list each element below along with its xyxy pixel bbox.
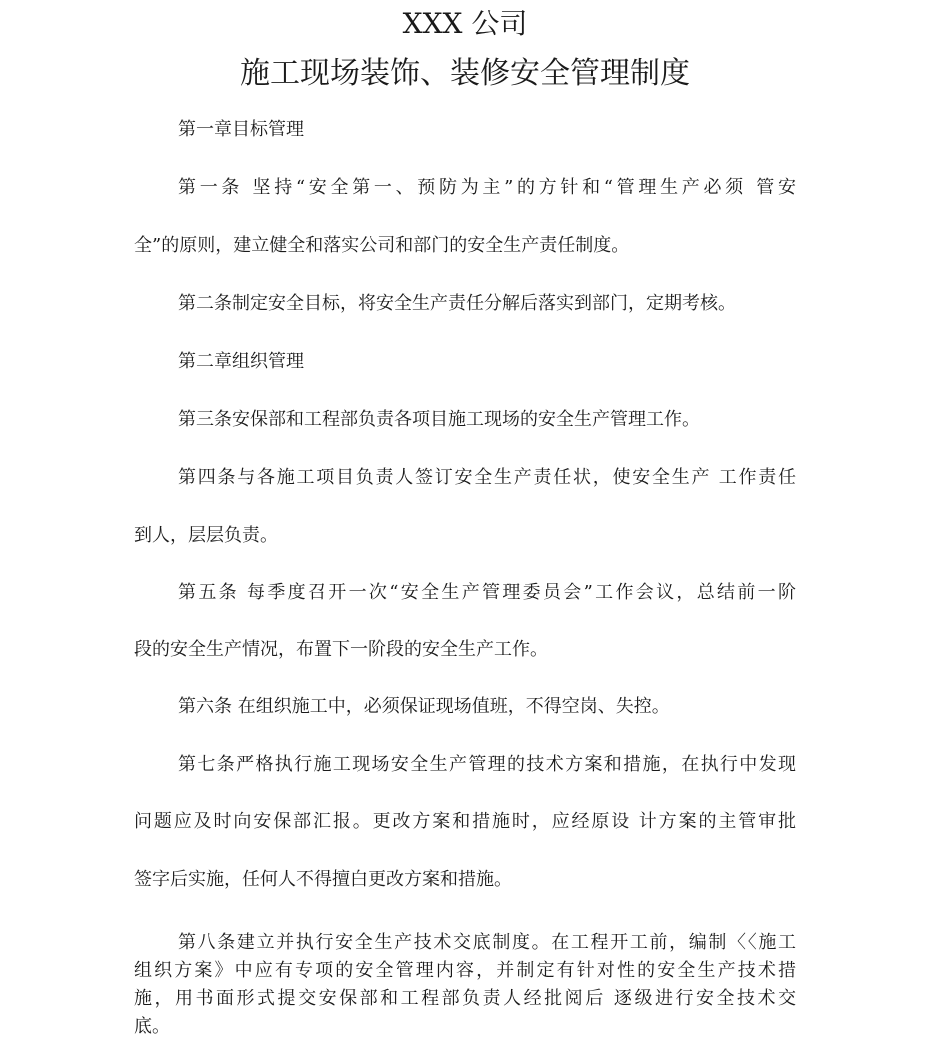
chapter-heading: 第一章目标管理 xyxy=(178,119,304,140)
article-line: 施，用书面形式提交安保部和工程部负责人经批阅后 逐级进行安全技术交 xyxy=(134,988,796,1009)
article-line: 第二条制定安全目标，将安全生产责任分解后落实到部门，定期考核。 xyxy=(178,293,736,314)
article-line: 第五条 每季度召开一次“安全生产管理委员会”工作会议，总结前一阶 xyxy=(178,582,796,603)
article-line: 到人，层层负责。 xyxy=(134,525,278,546)
article-line: 底。 xyxy=(134,1016,170,1037)
article-line: 第四条与各施工项目负责人签订安全生产责任状，使安全生产 工作责任 xyxy=(178,467,796,488)
article-line: 第七条严格执行施工现场安全生产管理的技术方案和措施，在执行中发现 xyxy=(178,754,796,775)
article-line: 第一条 坚持“安全第一、预防为主”的方针和“管理生产必须 管安 xyxy=(178,177,796,198)
article-line: 段的安全生产情况，布置下一阶段的安全生产工作。 xyxy=(134,639,548,660)
company-name: XXX 公司 xyxy=(402,7,528,40)
article-line: 第三条安保部和工程部负责各项目施工现场的安全生产管理工作。 xyxy=(178,409,700,430)
article-line: 签字后实施，任何人不得擅白更改方案和措施。 xyxy=(134,869,512,890)
document-title: 施工现场装饰、装修安全管理制度 xyxy=(240,56,690,91)
article-line: 问题应及时向安保部汇报。更改方案和措施时，应经原设 计方案的主管审批 xyxy=(134,811,796,832)
article-line: 第六条 在组织施工中，必须保证现场值班，不得空岗、失控。 xyxy=(178,696,670,717)
article-line: 全”的原则，建立健全和落实公司和部门的安全生产责任制度。 xyxy=(134,235,630,256)
article-line: 第八条建立并执行安全生产技术交底制度。在工程开工前，编制〈〈施工 xyxy=(178,932,796,953)
article-line: 组织方案》中应有专项的安全管理内容，并制定有针对性的安全生产技术措 xyxy=(134,960,796,981)
chapter-heading: 第二章组织管理 xyxy=(178,351,304,372)
